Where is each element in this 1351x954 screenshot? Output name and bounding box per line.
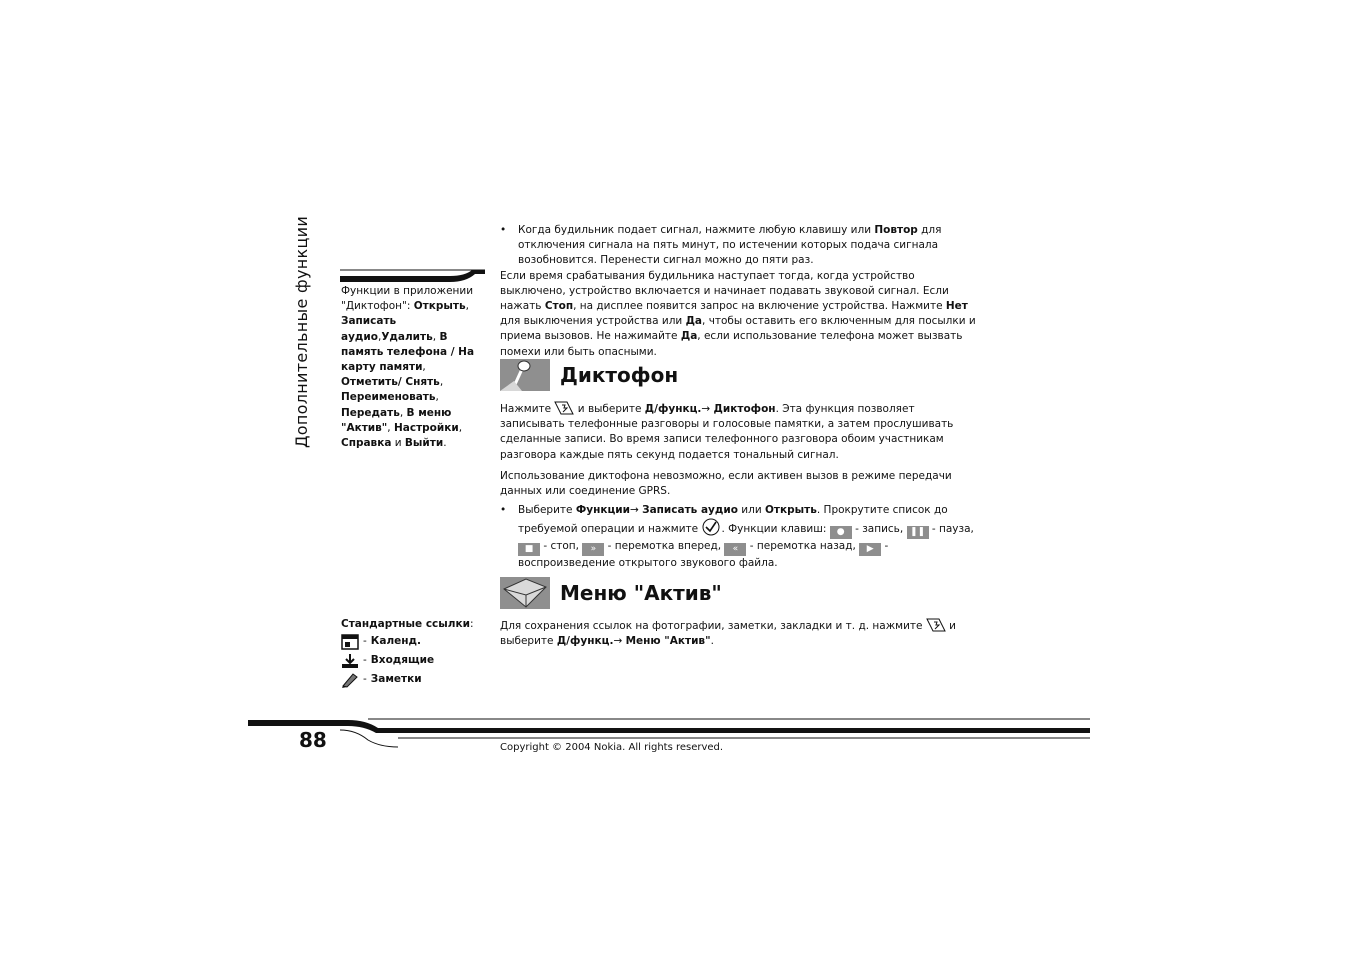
microphone-icon [500,359,550,391]
inbox-icon [341,653,359,669]
pause-key-icon: ❚❚ [907,526,929,539]
play-key-icon: ▶ [859,543,881,556]
section-side-heading: Дополнительные функции [292,215,311,448]
recorder-paragraph-2: Использование диктофона невозможно, если активен вызов в режиме передачи данных или соединение GPRS. [500,469,952,498]
recorder-heading-row [500,359,678,391]
record-key-icon: ● [830,526,852,539]
alarm-paragraph: Если время срабатывания будильника наступает тогда, когда устройство выключено, устройство включается и начинает подавать звуковой сигнал. Если нажать Стоп, на дисплее появится запрос на включение устройства. Нажмите Нет для выключения устройства или Да, чтобы оставить его включенным для посылки и приема вызовов. Не нажимайте Да, если использование телефона может вызвать помехи или быть опасными. [500,269,976,358]
link-item-notes[interactable]: - Заметки [341,670,483,689]
link-label: Входящие [370,654,435,667]
link-label: Заметки [370,673,422,686]
standard-links [341,617,483,689]
menu-key-icon [926,617,946,633]
active-menu-title: Меню "Актив" [560,581,722,605]
recorder-paragraph-1: Нажмите и выберите Д/функц.→ Диктофон. Эта функция позволяет записывать телефонные разговоры и голосовые памятки, а затем прослушивать сделанные записи. Во время записи телефонного разговора обоим участникам разговора каждые пять секунд подается тональный сигнал. [500,400,982,463]
page-number: 88 [299,728,327,752]
copyright-text: Copyright © 2004 Nokia. All rights reserved. [500,742,724,753]
active-menu-icon [500,577,550,609]
active-menu-section [500,617,982,649]
sidebar-note: Функции в приложении "Диктофон": Открыть, Записать аудио,Удалить, В память телефона / На карту памяти, Отметить/ Снять, Переименовать, Передать, В меню "Актив", Настройки, Справка и Выйти. [341,285,475,450]
recorder-title: Диктофон [560,363,679,387]
notes-icon [341,672,359,688]
menu-key-icon [554,400,574,416]
select-key-icon [701,518,721,536]
active-menu-paragraph: Для сохранения ссылок на фотографии, заметки, закладки и т. д. нажмите и выберите Д/функц.→ Меню "Актив". [500,617,982,649]
calendar-icon [341,634,359,650]
fast-forward-key-icon: » [582,543,604,556]
active-menu-heading-row [500,577,722,609]
link-item-inbox[interactable]: - Входящие [341,651,483,670]
standard-links-title: Стандартные ссылки: [341,618,474,630]
alarm-section [500,223,982,360]
rewind-key-icon: « [724,543,746,556]
recorder-section [500,400,982,572]
link-label: Календ. [370,635,421,648]
link-item-calendar[interactable]: - Календ. [341,632,483,651]
alarm-bullet: • Когда будильник подает сигнал, нажмите любую клавишу или Повтор для отключения сигнала на пять минут, по истечении которых подача сигнала возобновится. Перенести сигнал можно до пяти раз. [500,223,982,269]
recorder-bullet: • Выберите Функции→ Записать аудио или Открыть. Прокрутите список до требуемой операции и нажмите . Функции клавиш: ● - запись, ❚❚ - пауза, ■ - стоп, » - перемотка вперед, « - перемотка назад, ▶ - воспроизведение открытого звукового файла. [500,503,982,571]
stop-key-icon: ■ [518,543,540,556]
